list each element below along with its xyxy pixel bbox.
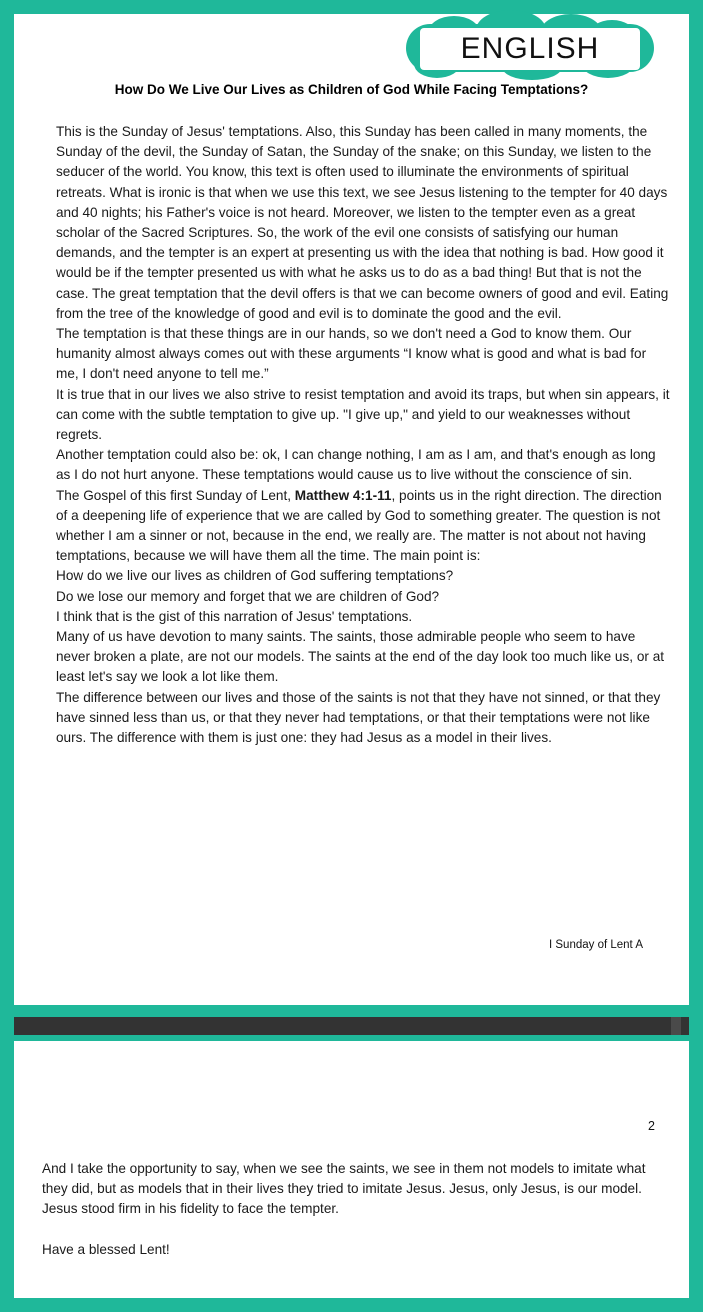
- paragraph: The difference between our lives and those of the saints is not that they have not sinned, or that they have sinned less than us, or that they never had temptations, or that their temptations were not like ours. The difference with them is just one: they had Jesus as a model in their lives.: [56, 689, 661, 746]
- paragraph: Many of us have devotion to many saints. The saints, those admirable people who seem to have never broken a plate, are not our models. The saints at the end of the day look too much like us, or at least let's say we look a lot like them.: [56, 629, 665, 685]
- language-badge-inner: [420, 28, 640, 70]
- page-separator-bar: [14, 1017, 689, 1035]
- paragraph: And I take the opportunity to say, when we see the saints, we see in them not models to imitate what they did, but as models that in their lives they tried to imitate Jesus. Jesus, only Jesus, is our model.: [42, 1161, 646, 1197]
- paragraph: Another temptation could also be: ok, I can change nothing, I am as I am, and that's enough as long as I do not hurt anyone. These temptations would cause us to live without the conscience of sin.: [56, 447, 656, 483]
- paragraph: This is the Sunday of Jesus' temptations. Also, this Sunday has been called in many moments, the Sunday of the devil, the Sunday of Satan, the Sunday of the snake; on this Sunday, we listen to the seducer of the world. You know, this text is often used to illuminate the environments of spiritual retreats. What is ironic is that when we use this text, we see Jesus listening to the tempter for 40 days and 40 nights; his Father's voice is not heard. Moreover, we listen to the tempter even as a great scholar of the Sacred Scriptures. So, the work of the evil one consists of satisfying our human demands, and the tempter is an expert at presenting us with the idea that nothing is bad. How good it would be if the tempter presented us with what he asks us to do as a bad thing! But that is not the case. The great temptation that the devil offers is that we can become owners of good and evil. Eating from the tree of the knowledge of good and evil is to dominate the good and the evil.: [56, 124, 669, 321]
- gospel-text-after: , points us in the right direction. The direction of a deepening life of experience that we are called by God to something greater. The question is not whether I am a sinner or not, because in the end, we really are. The matter is not about not having temptations, because we will have them all the time. The main point is:: [56, 487, 662, 564]
- paragraph: I think that is the gist of this narration of Jesus' temptations.: [56, 608, 413, 624]
- document-body-two: [42, 1159, 667, 1260]
- paragraph-spacer: [42, 1220, 667, 1240]
- scripture-reference: Matthew 4:1-11: [294, 487, 392, 503]
- paragraph: Have a blessed Lent!: [42, 1241, 170, 1257]
- gospel-paragraph: [56, 486, 671, 567]
- document-panel-two: [14, 1041, 689, 1298]
- language-label: ENGLISH: [460, 32, 600, 65]
- gospel-text-before: The Gospel of this first Sunday of Lent,: [56, 487, 295, 503]
- page-title: How Do We Live Our Lives as Children of God While Facing Temptations?: [114, 82, 589, 97]
- paragraph: How do we live our lives as children of God suffering temptations?: [56, 568, 454, 584]
- separator-notch: [671, 1017, 681, 1035]
- document-panel-one: [14, 14, 689, 1005]
- paragraph: The temptation is that these things are in our hands, so we don't need a God to know them. Our humanity almost always comes out with these arguments “I know what is good and what is bad for me, I don't need anyone to tell me.”: [56, 326, 647, 382]
- page-number: 2: [648, 1119, 655, 1133]
- language-badge: [406, 16, 654, 78]
- paragraph: It is true that in our lives we also strive to resist temptation and avoid its traps, but when sin appears, it can come with the subtle temptation to give up. "I give up," and yield to our weaknesses without regrets.: [56, 386, 670, 443]
- document-footnote: I Sunday of Lent A: [549, 939, 643, 951]
- document-body: [56, 122, 671, 748]
- paragraph: Jesus stood firm in his fidelity to face the tempter.: [42, 1201, 339, 1217]
- paragraph: Do we lose our memory and forget that we are children of God?: [56, 588, 440, 604]
